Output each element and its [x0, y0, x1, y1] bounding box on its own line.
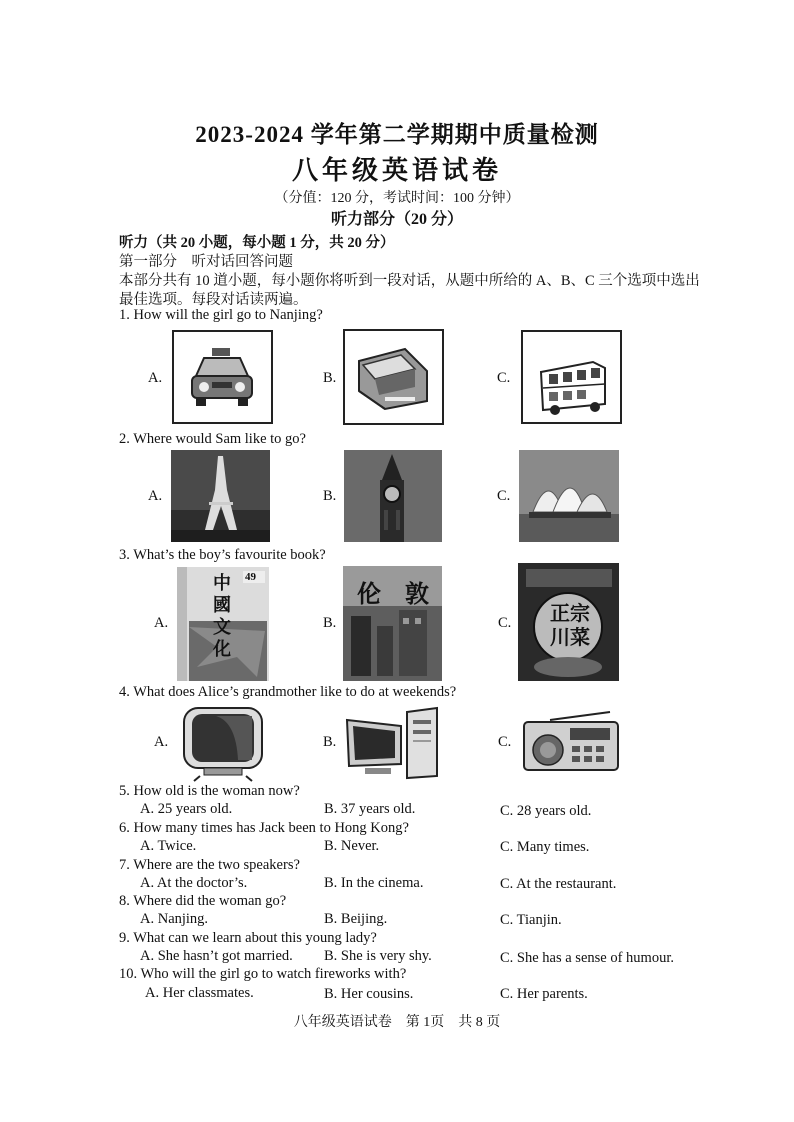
question-9: 9. What can we learn about this young lady?	[119, 930, 377, 946]
option-a[interactable]: A. Her classmates.	[145, 985, 254, 1001]
sydney-opera-house-photo[interactable]	[519, 450, 619, 542]
book-cover-chinese-culture[interactable]	[177, 567, 269, 681]
option-letter: B.	[323, 488, 337, 504]
question-8: 8. Where did the woman go?	[119, 893, 287, 909]
option-a[interactable]: A. 25 years old.	[140, 801, 233, 817]
option-letter: A.	[148, 488, 163, 504]
option-b[interactable]: B. In the cinema.	[324, 875, 424, 891]
question-6: 6. How many times has Jack been to Hong Kong?	[119, 820, 409, 836]
question-5: 5. How old is the woman now?	[119, 783, 300, 799]
option-a[interactable]: A. At the doctor’s.	[140, 875, 248, 891]
option-b[interactable]: B. She is very shy.	[324, 948, 432, 964]
train-icon[interactable]	[343, 329, 444, 425]
option-a[interactable]: A. Twice.	[140, 838, 197, 854]
option-letter: A.	[154, 615, 169, 631]
listening-heading: 听力（共 20 小题，每小题 1 分，共 20 分）	[119, 235, 395, 251]
option-letter: C.	[498, 734, 512, 750]
option-c[interactable]: C. Tianjin.	[500, 912, 562, 928]
question-3: 3. What’s the boy’s favourite book?	[119, 547, 326, 563]
book-title-sichuan-cuisine: 正宗川菜	[550, 601, 590, 649]
radio-icon[interactable]	[520, 710, 621, 774]
book-number: 49	[245, 571, 256, 583]
option-c[interactable]: C. Her parents.	[500, 986, 588, 1002]
option-letter: B.	[323, 615, 337, 631]
taxi-icon[interactable]	[172, 330, 273, 424]
question-4: 4. What does Alice’s grandmother like to do at weekends?	[119, 684, 457, 700]
question-7: 7. Where are the two speakers?	[119, 857, 300, 873]
exam-meta: （分值：120 分，考试时间：100 分钟）	[274, 191, 520, 206]
book-title-chinese-culture: 中國文化	[213, 573, 231, 660]
option-letter: C.	[497, 488, 511, 504]
option-c[interactable]: C. At the restaurant.	[500, 876, 617, 892]
option-letter: A.	[148, 370, 163, 386]
book-cover-sichuan-cuisine[interactable]	[518, 563, 619, 681]
big-ben-photo[interactable]	[344, 450, 442, 542]
option-b[interactable]: B. Her cousins.	[324, 986, 414, 1002]
option-a[interactable]: A. She hasn’t got married.	[140, 948, 293, 964]
option-letter: C.	[497, 370, 511, 386]
book-title-london: 伦 敦	[357, 580, 429, 608]
book-cover-london[interactable]	[343, 566, 442, 681]
instructions-line-1: 本部分共有 10 道小题，每小题你将听到一段对话，从题中所给的 A、B、C 三个选项中选出	[119, 273, 700, 289]
option-c[interactable]: C. Many times.	[500, 839, 590, 855]
option-letter: B.	[323, 370, 337, 386]
option-letter: A.	[154, 734, 169, 750]
option-b[interactable]: B. Beijing.	[324, 911, 388, 927]
part-one-heading: 第一部分 听对话回答问题	[119, 254, 293, 270]
computer-icon[interactable]	[343, 706, 443, 782]
bus-icon[interactable]	[521, 330, 622, 424]
option-letter: B.	[323, 734, 337, 750]
question-10: 10. Who will the girl go to watch fireworks with?	[119, 966, 407, 982]
option-c[interactable]: C. She has a sense of humour.	[500, 950, 674, 966]
section-title: 听力部分（20 分）	[330, 211, 463, 228]
exam-title: 2023-2024 学年第二学期期中质量检测	[195, 122, 599, 147]
question-2: 2. Where would Sam like to go?	[119, 431, 306, 447]
exam-subtitle: 八年级英语试卷	[291, 156, 502, 185]
option-b[interactable]: B. Never.	[324, 838, 380, 854]
question-1: 1. How will the girl go to Nanjing?	[119, 307, 323, 323]
option-b[interactable]: B. 37 years old.	[324, 801, 416, 817]
option-c[interactable]: C. 28 years old.	[500, 803, 592, 819]
option-a[interactable]: A. Nanjing.	[140, 911, 209, 927]
page-footer: 八年级英语试卷 第 1页 共 8 页	[293, 1015, 501, 1030]
eiffel-tower-photo[interactable]	[171, 450, 270, 542]
instructions-line-2: 最佳选项。每段对话读两遍。	[119, 292, 308, 308]
option-letter: C.	[498, 615, 512, 631]
television-icon[interactable]	[176, 704, 270, 782]
